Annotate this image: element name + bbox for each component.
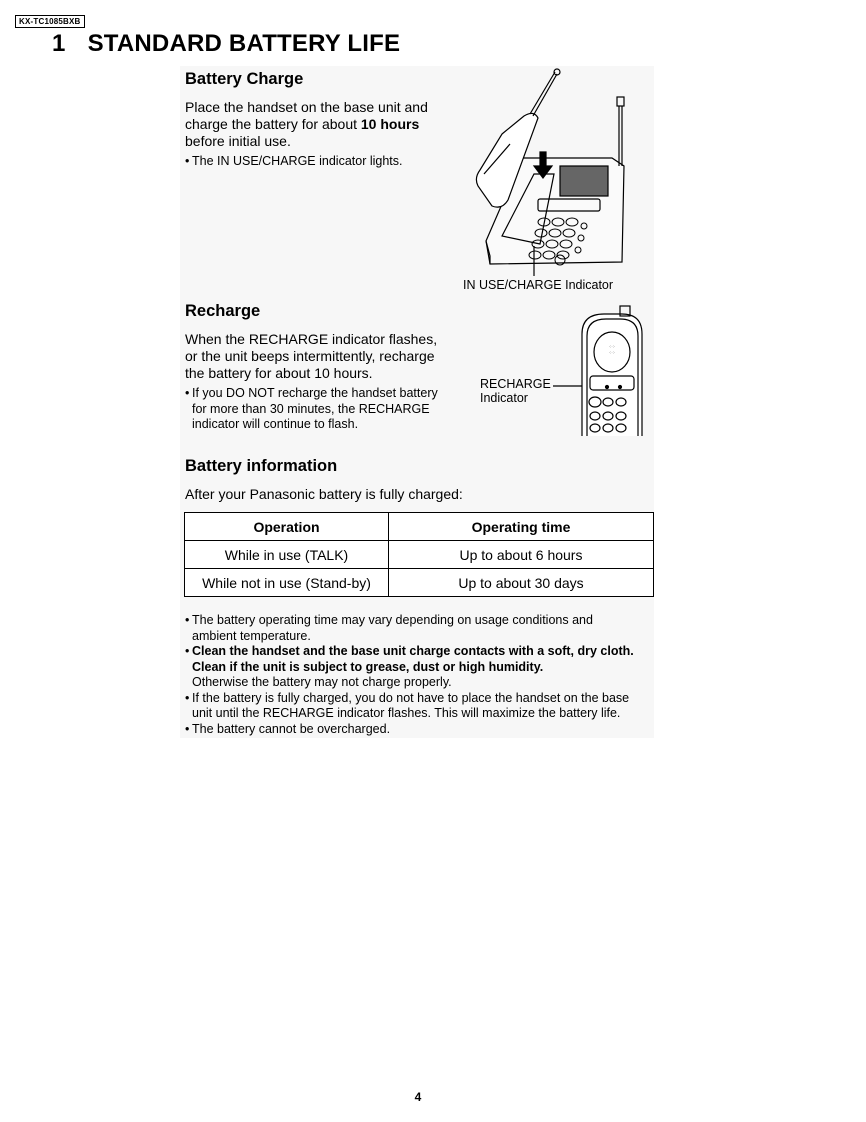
note-text: Otherwise the battery may not charge properly. <box>192 675 452 689</box>
recharge-heading: Recharge <box>185 302 261 320</box>
battery-charge-bullet <box>185 154 403 170</box>
operating-time-table <box>184 512 654 597</box>
recharge-text <box>185 331 455 382</box>
bullet-dot: • <box>185 613 190 627</box>
table-header-operation: Operation <box>185 513 389 541</box>
bullet-dot: • <box>185 386 190 400</box>
bullet-dot: • <box>185 690 190 705</box>
recharge-line-2: or the unit beeps intermittently, recharge <box>185 348 435 364</box>
note-text-bold: Clean if the unit is subject to grease, dust or high humidity. <box>192 659 544 674</box>
table-row <box>185 541 654 569</box>
bullet-dot: • <box>185 154 190 168</box>
battery-charge-line-2: charge the battery for about <box>185 116 361 132</box>
table-header-row <box>185 513 654 541</box>
svg-text:·:·:·: ·:·:· <box>608 344 616 349</box>
recharge-line-3: the battery for about 10 hours. <box>185 365 373 381</box>
base-unit-illustration <box>462 66 642 278</box>
svg-text:·:·:·: ·:·:· <box>608 350 616 355</box>
recharge-indicator-label-line-1: RECHARGE <box>480 377 551 391</box>
note-text: unit until the RECHARGE indicator flashes. This will maximize the battery life. <box>192 706 621 720</box>
battery-charge-line-3: before initial use. <box>185 133 291 149</box>
recharge-bullet <box>185 386 465 433</box>
table-cell: Up to about 6 hours <box>389 541 654 569</box>
battery-charge-text <box>185 99 455 150</box>
bullet-dot: • <box>185 721 190 736</box>
battery-information-intro: After your Panasonic battery is fully charged: <box>185 486 463 502</box>
note-item <box>185 613 655 644</box>
recharge-bullet-line-1: If you DO NOT recharge the handset battery <box>192 386 438 400</box>
note-text: If the battery is fully charged, you do not have to place the handset on the base <box>192 690 630 705</box>
recharge-line-1: When the RECHARGE indicator flashes, <box>185 331 438 347</box>
charge-hours-emphasis: 10 hours <box>360 116 420 132</box>
note-text: The battery operating time may vary depending on usage conditions and <box>192 613 593 627</box>
table-header-operating-time: Operating time <box>389 513 654 541</box>
bullet-dot: • <box>185 644 190 658</box>
note-text-bold: Clean the handset and the base unit charge contacts with a soft, dry cloth. <box>192 644 634 658</box>
page-number: 4 <box>414 1090 422 1104</box>
battery-charge-bullet-text: The IN USE/CHARGE indicator lights. <box>192 154 403 168</box>
battery-information-heading: Battery information <box>185 457 338 475</box>
note-item <box>185 644 655 691</box>
battery-charge-line-1: Place the handset on the base unit and <box>185 99 428 115</box>
section-title-text: STANDARD BATTERY LIFE <box>87 30 401 57</box>
in-use-charge-indicator-label: IN USE/CHARGE Indicator <box>463 278 614 292</box>
note-text: ambient temperature. <box>192 628 311 643</box>
table-cell: Up to about 30 days <box>389 569 654 597</box>
recharge-bullet-line-2: for more than 30 minutes, the RECHARGE <box>192 401 430 416</box>
table-cell: While in use (TALK) <box>185 541 389 569</box>
recharge-indicator-label-line-2: Indicator <box>480 391 528 405</box>
battery-charge-heading: Battery Charge <box>185 70 304 88</box>
recharge-indicator-label <box>480 377 551 405</box>
note-item <box>185 722 655 738</box>
model-number-tag: KX-TC1085BXB <box>15 15 85 28</box>
note-text: The battery cannot be overcharged. <box>192 721 391 736</box>
handset-illustration <box>552 304 648 438</box>
table-row <box>185 569 654 597</box>
section-number: 1 <box>52 30 66 57</box>
table-cell: While not in use (Stand-by) <box>185 569 389 597</box>
page-title <box>52 30 400 58</box>
recharge-bullet-line-3: indicator will continue to flash. <box>192 417 359 431</box>
battery-notes <box>185 613 655 737</box>
note-item <box>185 691 655 722</box>
